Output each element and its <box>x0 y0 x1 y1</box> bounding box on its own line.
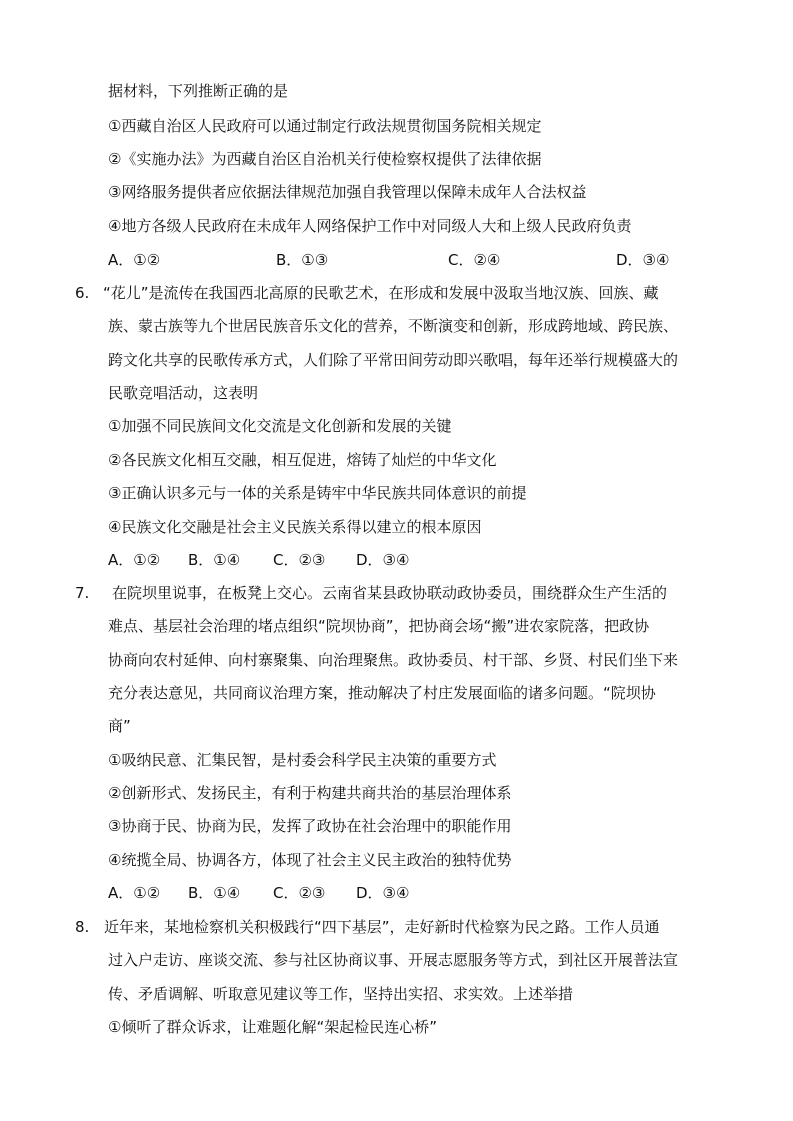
q7-stem-line-4: 充分表达意见，共同商议治理方案，推动解决了村庄发展面临的诸多问题。“院坝协 <box>108 684 656 702</box>
q5-option-b: B．①③ <box>276 251 329 269</box>
q5-stem-tail: 据材料，下列推断正确的是 <box>108 82 289 100</box>
q7-item-3: ③协商于民、协商为民，发挥了政协在社会治理中的职能作用 <box>108 817 512 835</box>
q7-number: 7. <box>75 584 90 602</box>
q6-stem-line-2: 族、蒙古族等九个世居民族音乐文化的营养，不断演变和创新，形成跨地域、跨民族、 <box>108 317 679 335</box>
q5-item-3: ③网络服务提供者应依据法律规范加强自我管理以保障未成年人合法权益 <box>108 183 587 201</box>
q6-item-2: ②各民族文化相互交融，相互促进，熔铸了灿烂的中华文化 <box>108 451 497 469</box>
q5-item-1: ①西藏自治区人民政府可以通过制定行政法规贯彻国务院相关规定 <box>108 117 542 135</box>
q7-item-1: ①吸纳民意、汇集民智，是村委会科学民主决策的重要方式 <box>108 751 497 769</box>
q6-item-1: ①加强不同民族间文化交流是文化创新和发展的关键 <box>108 417 452 435</box>
q6-stem-line-3: 跨文化共享的民歌传承方式，人们除了平常田间劳动即兴歌唱，每年还举行规模盛大的 <box>108 351 679 369</box>
q6-option-b: B．①④ <box>188 551 241 569</box>
q7-option-a: A．①② <box>108 884 161 902</box>
q5-item-2: ②《实施办法》为西藏自治区自治机关行使检察权提供了法律依据 <box>108 150 542 168</box>
q7-item-2: ②创新形式、发扬民主，有利于构建共商共治的基层治理体系 <box>108 784 512 802</box>
q6-stem-line-1: “花儿”是流传在我国西北高原的民歌艺术，在形成和发展中汲取当地汉族、回族、藏 <box>103 284 659 302</box>
q7-item-4: ④统揽全局、协调各方，体现了社会主义民主政治的独特优势 <box>108 851 512 869</box>
q7-option-b: B．①④ <box>188 884 241 902</box>
q6-option-d: D．③④ <box>356 551 410 569</box>
q5-option-c: C．②④ <box>448 251 501 269</box>
q6-option-c: C．②③ <box>273 551 326 569</box>
q7-stem-line-2: 难点、基层社会治理的堵点组织“院坝协商”，把协商会场“搬”进农家院落，把政协 <box>108 617 650 635</box>
q7-stem-line-1: 在院坝里说事，在板凳上交心。云南省某县政协联动政协委员，围绕群众生产生活的 <box>112 584 668 602</box>
q6-item-4: ④民族文化交融是社会主义民族关系得以建立的根本原因 <box>108 518 482 536</box>
q8-item-1: ①倾听了群众诉求，让难题化解“架起检民连心桥” <box>108 1018 437 1036</box>
q6-item-3: ③正确认识多元与一体的关系是铸牢中华民族共同体意识的前提 <box>108 484 527 502</box>
q6-stem-line-4: 民歌竞唱活动，这表明 <box>108 384 259 402</box>
q6-number: 6. <box>75 284 90 302</box>
q7-option-c: C．②③ <box>273 884 326 902</box>
q8-stem-line-3: 传、矛盾调解、听取意见建议等工作，坚持出实招、求实效。上述举措 <box>108 985 574 1003</box>
q5-option-d: D．③④ <box>616 251 670 269</box>
q7-stem-line-5: 商” <box>108 717 131 735</box>
q6-option-a: A．①② <box>108 551 161 569</box>
q7-stem-line-3: 协商向农村延伸、向村寨聚集、向治理聚焦。政协委员、村干部、乡贤、村民们坐下来 <box>108 651 679 669</box>
q5-option-a: A．①② <box>108 251 161 269</box>
q8-stem-line-2: 过入户走访、座谈交流、参与社区协商议事、开展志愿服务等方式，到社区开展普法宣 <box>108 951 679 969</box>
q7-option-d: D．③④ <box>356 884 410 902</box>
q8-number: 8. <box>75 918 90 936</box>
q5-item-4: ④地方各级人民政府在未成年人网络保护工作中对同级人大和上级人民政府负责 <box>108 217 632 235</box>
q8-stem-line-1: 近年来，某地检察机关积极践行“四下基层”，走好新时代检察为民之路。工作人员通 <box>104 918 660 936</box>
